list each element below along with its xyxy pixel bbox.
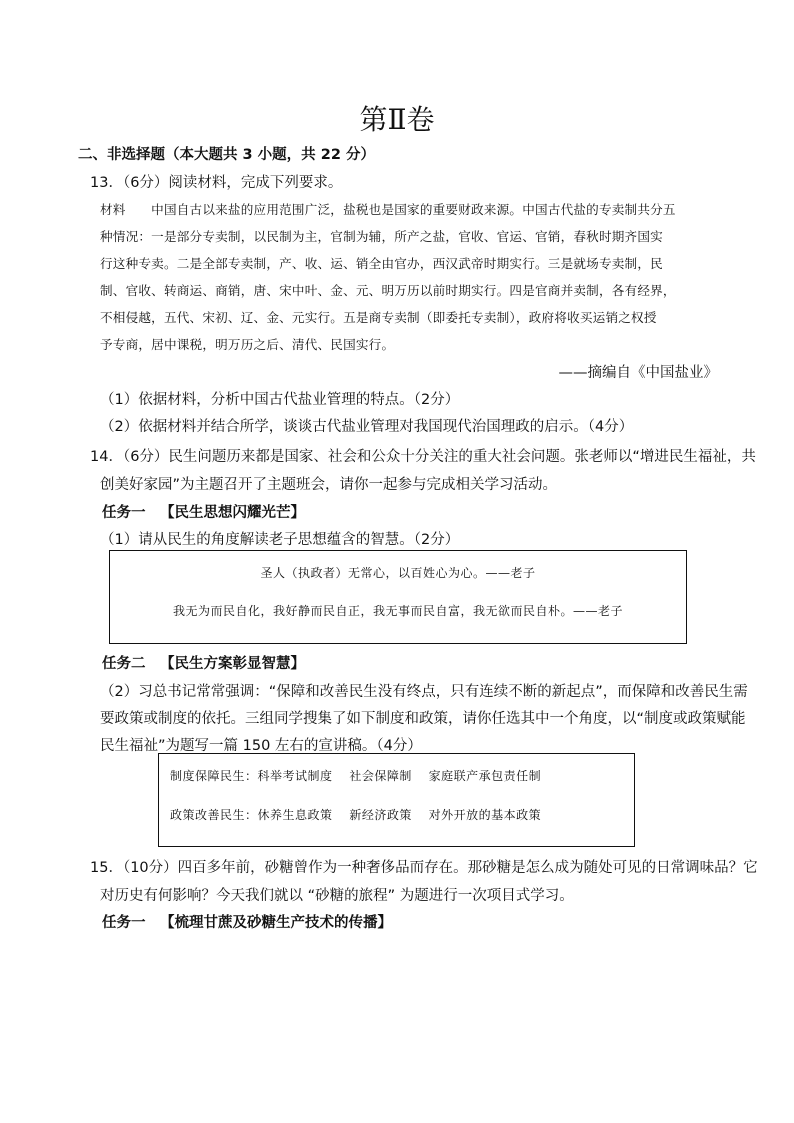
- q15-stem-line: 对历史有何影响？今天我们就以 “砂糖的旅程” 为题进行一次项目式学习。: [100, 888, 574, 904]
- q13-stem: 13．（6分）阅读材料，完成下列要求。: [90, 175, 343, 191]
- q14-sub2-line: 民生福祉”为题写一篇 150 左右的宣讲稿。（4分）: [100, 738, 422, 754]
- q13-material-line: 材料 中国自古以来盐的应用范围广泛，盐税也是国家的重要财政来源。中国古代盐的专卖制共分五: [100, 202, 676, 217]
- q15-stem-line: 15．（10分）四百多年前，砂糖曾作为一种奢侈品而存在。那砂糖是怎么成为随处可见的日常调味品？它: [90, 860, 758, 876]
- q13-material-line: 种情况：一是部分专卖制，以民制为主，官制为辅，所产之盐，官收、官运、官销，春秋时期齐国实: [100, 229, 663, 244]
- q13-material-line: 行这种专卖。二是全部专卖制，产、收、运、销全由官办，西汉武帝时期实行。三是就场专卖制，民: [100, 256, 663, 271]
- q13-material-line: 不相侵越，五代、宋初、辽、金、元实行。五是商专卖制（即委托专卖制），政府将收买运销之权授: [100, 310, 657, 325]
- q14-sub1: （1）请从民生的角度解读老子思想蕴含的智慧。（2分）: [100, 532, 460, 548]
- q13-material-line: 予专商，居中课税，明万历之后、清代、民国实行。: [100, 337, 395, 352]
- q14-stem-line: 创美好家园”为主题召开了主题班会，请你一起参与完成相关学习活动。: [100, 477, 558, 493]
- q13-material-line: 制、官收、转商运、商销，唐、宋中叶、金、元、明万历以前时期实行。四是官商并卖制，各有经界，: [100, 283, 676, 298]
- q13-sub1: （1）依据材料，分析中国古代盐业管理的特点。（2分）: [100, 392, 460, 408]
- q13-source: ——摘编自《中国盐业》: [558, 365, 718, 381]
- policy-line: 制度保障民生：科举考试制度 社会保障制 家庭联产承包责任制: [170, 769, 542, 783]
- policy-line: 政策改善民生：休养生息政策 新经济政策 对外开放的基本政策: [170, 808, 542, 822]
- q14-sub2-line: 要政策或制度的依托。三组同学搜集了如下制度和政策，请你任选其中一个角度，以“制度或政策赋能: [100, 711, 746, 727]
- q14-task2-label: 任务二: [102, 656, 146, 672]
- q15-task1-title: 【梳理甘蔗及砂糖生产技术的传播】: [160, 915, 392, 931]
- section-heading: 二、非选择题（本大题共 3 小题，共 22 分）: [78, 147, 375, 163]
- q14-task1-label: 任务一: [102, 505, 146, 521]
- q14-stem-line: 14．（6分）民生问题历来都是国家、社会和公众十分关注的重大社会问题。张老师以“增进民生福祉，共: [90, 449, 756, 465]
- page-title: 第Ⅱ卷: [359, 103, 435, 136]
- q15-task1-label: 任务一: [102, 915, 146, 931]
- q14-sub2-line: （2）习总书记常常强调：“保障和改善民生没有终点，只有连续不断的新起点”，而保障和改善民生需: [100, 684, 748, 700]
- q14-task1-title: 【民生思想闪耀光芒】: [160, 505, 305, 521]
- q14-task2-title: 【民生方案彰显智慧】: [160, 656, 305, 672]
- quote-line: 圣人（执政者）无常心，以百姓心为心。——老子: [260, 566, 536, 580]
- quote-line: 我无为而民自化，我好静而民自正，我无事而民自富，我无欲而民自朴。——老子: [172, 604, 623, 618]
- q13-sub2: （2）依据材料并结合所学，谈谈古代盐业管理对我国现代治国理政的启示。（4分）: [100, 419, 634, 435]
